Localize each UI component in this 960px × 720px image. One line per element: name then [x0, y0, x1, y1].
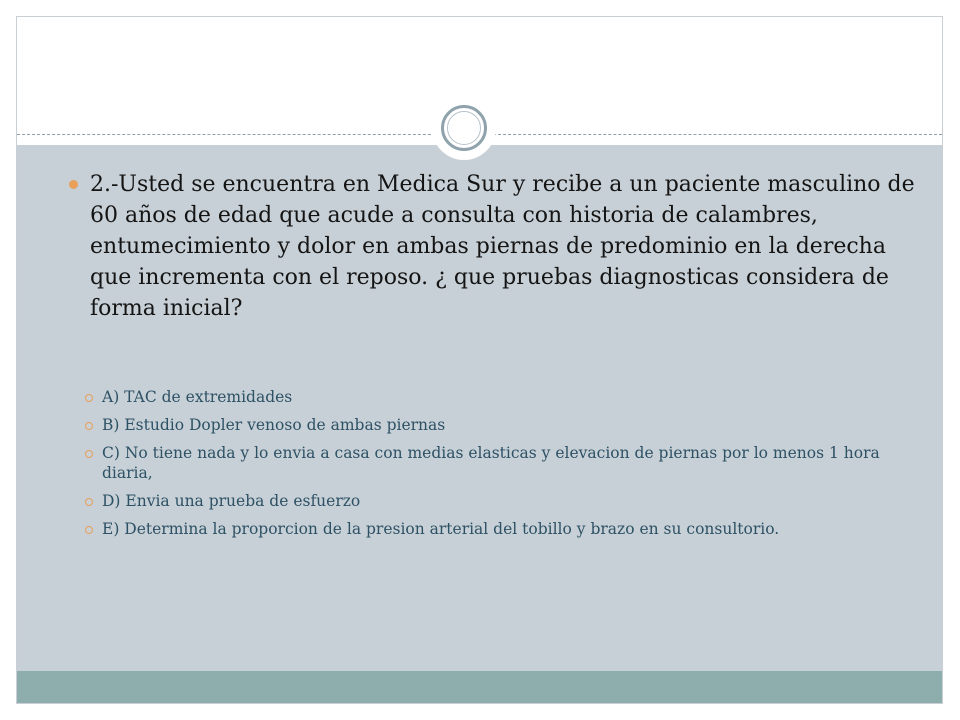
answer-option-label: B) Estudio Dopler venoso de ambas piernas — [102, 416, 446, 434]
question-bullet — [69, 169, 929, 324]
answer-option-a — [85, 387, 935, 407]
hollow-bullet-icon — [85, 450, 93, 458]
answer-option-label: D) Envia una prueba de esfuerzo — [102, 492, 361, 510]
answer-option-label: A) TAC de extremidades — [102, 388, 293, 406]
answer-option-e — [85, 519, 935, 539]
answer-option-label: C) No tiene nada y lo envia a casa con medias elasticas y elevacion de piernas por lo menos 1 hora diaria, — [102, 444, 880, 482]
hollow-bullet-icon — [85, 394, 93, 402]
hollow-bullet-icon — [85, 422, 93, 430]
footer-band — [17, 671, 942, 703]
answer-option-b — [85, 415, 935, 435]
bullet-icon — [69, 180, 78, 189]
hollow-bullet-icon — [85, 498, 93, 506]
answer-option-c — [85, 443, 935, 483]
answer-option-label: E) Determina la proporcion de la presion arterial del tobillo y brazo en su consultorio. — [102, 520, 780, 538]
slide — [16, 16, 943, 704]
answer-options-list — [85, 387, 935, 547]
hollow-bullet-icon — [85, 526, 93, 534]
answer-option-d — [85, 491, 935, 511]
ring-ornament-inner — [447, 111, 481, 145]
question-text: 2.-Usted se encuentra en Medica Sur y recibe a un paciente masculino de 60 años de edad que acude a consulta con historia de calambres, entumecimiento y dolor en ambas piernas de predominio en la derecha que incrementa con el reposo. ¿ que pruebas diagnosticas considera de forma inicial? — [90, 172, 915, 321]
